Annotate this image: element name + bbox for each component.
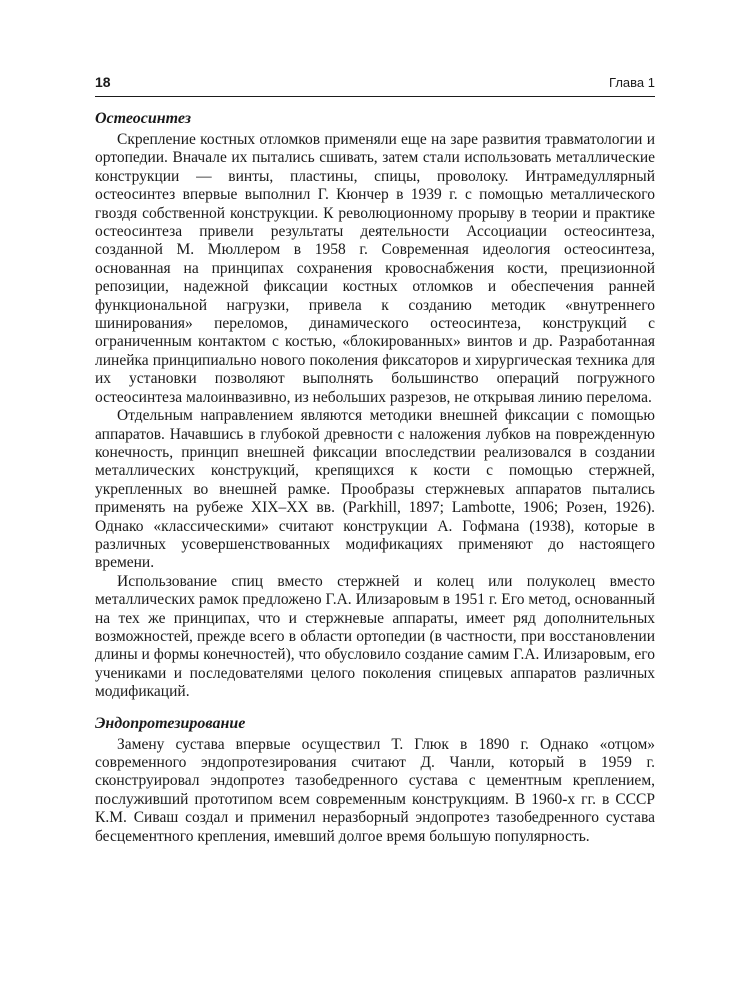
running-header (95, 74, 655, 97)
paragraph: Отдельным направлением являются методики внешней фиксации с помощью аппаратов. Начавшись в глубокой древности с наложения лубков на поврежденную конечность, принцип внешней фиксации впоследствии реализовался в создании металлических конструкций, крепящихся к кости с помощью стержней, укрепленных во внешней рамке. Прообразы стержневых аппаратов пытались применять на рубеже XIX–XX вв. (Parkhill, 1897; Lambotte, 1906; Розен, 1926). Однако «классическими» считают конструкции А. Гофмана (1938), которые в различных усовершенствованных модификациях применяют до настоящего времени. (95, 407, 655, 572)
section-osteosynthesis (95, 108, 655, 702)
paragraph: Использование спиц вместо стержней и колец или полуколец вместо металлических рамок предложено Г.А. Илизаровым в 1951 г. Его метод, основанный на тех же принципах, что и стержневые аппараты, имеет ряд дополнительных возможностей, прежде всего в области ортопедии (в частности, при восстановлении длины и формы конечностей), что обусловило создание самим Г.А. Илизаровым, его учениками и последователями целого поколения спицевых аппаратов различных модификаций. (95, 572, 655, 701)
book-page (95, 74, 655, 846)
page-number: 18 (95, 74, 111, 90)
section-endoprosthetics (95, 713, 655, 846)
section-heading-osteosynthesis: Остеосинтез (95, 110, 192, 127)
paragraph: Скрепление костных отломков применяли еще на заре развития травматологии и ортопедии. Вначале их пытались сшивать, затем стали использовать металлические конструкции — винты, пластины, спицы, проволоку. Интрамедуллярный остеосинтез впервые выполнил Г. Кюнчер в 1939 г. с помощью металлического гвоздя собственной конструкции. К революционному прорыву в теории и практике остеосинтеза привели результаты деятельности Ассоциации остеосинтеза, созданной М. Мюллером в 1958 г. Современная идеология остеосинтеза, основанная на принципах сохранения кровоснабжения кости, прецизионной репозиции, надежной фиксации костных отломков и обеспечения ранней функциональной нагрузки, привела к созданию методик «внутреннего шинирования» переломов, динамического остеосинтеза, конструкций с ограниченным контактом с костью, «блокированных» винтов и др. Разработанная линейка принципиально нового поколения фиксаторов и хирургическая техника для их установки позволяют выполнять большинство операций погружного остеосинтеза малоинвазивно, из небольших разрезов, не открывая линию перелома. (95, 131, 655, 406)
section-heading-endoprosthetics: Эндопротезирование (95, 714, 246, 732)
paragraph: Замену сустава впервые осуществил Т. Глюк в 1890 г. Однако «отцом» современного эндопротезирования считают Д. Чанли, который в 1959 г. сконструировал эндопротез тазобедренного сустава с цементным креплением, послуживший прототипом всем современным конструкциям. В 1960-х гг. в СССР К.М. Сиваш создал и применил неразборный эндопротез тазобедренного сустава бесцементного крепления, имевший долгое время большую популярность. (95, 735, 655, 845)
chapter-title: Глава 1 (609, 75, 655, 90)
